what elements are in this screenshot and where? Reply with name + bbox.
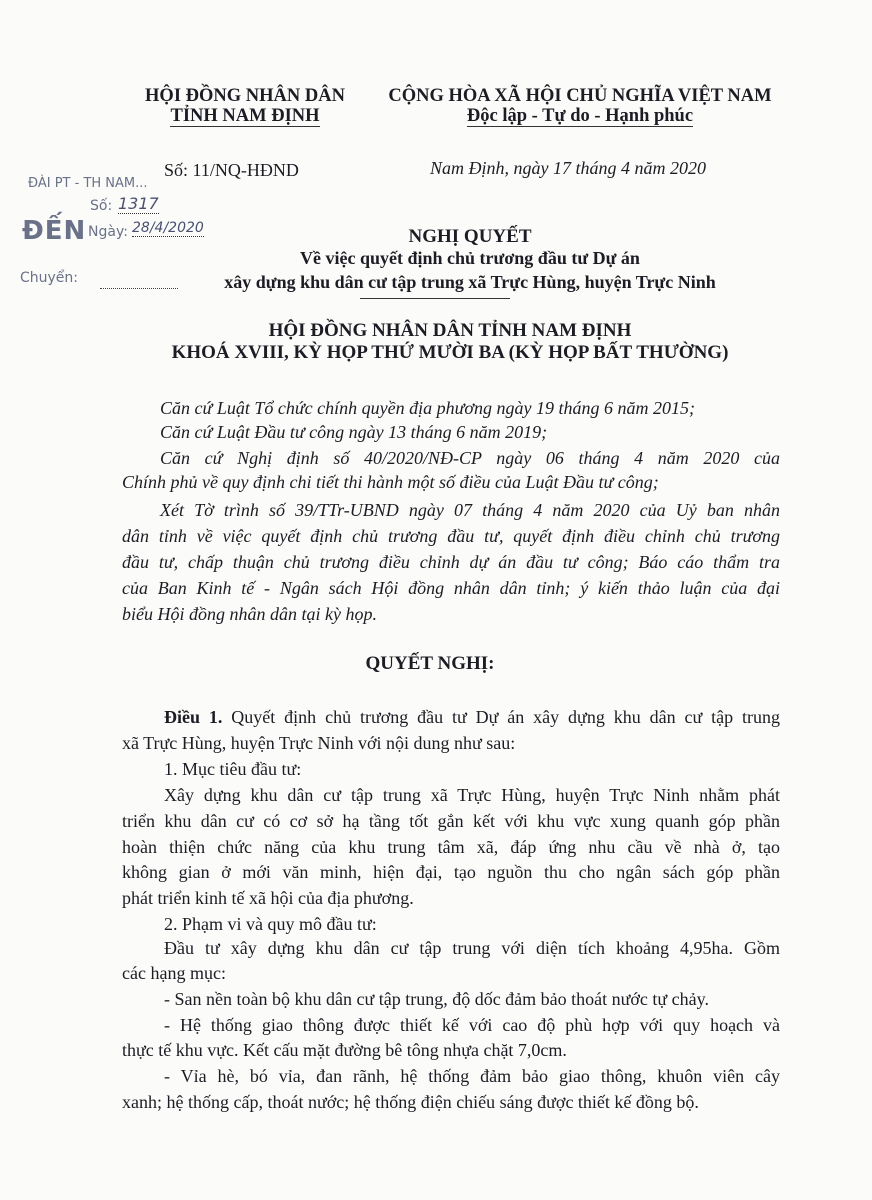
place-date: Nam Định, ngày 17 tháng 4 năm 2020 <box>430 158 706 178</box>
doc-subject-line2: xây dựng khu dân cư tập trung xã Trực Hùng, huyện Trực Ninh <box>224 272 716 292</box>
national-motto: Độc lập - Tự do - Hạnh phúc <box>466 106 694 126</box>
stamp-chuyen: Chuyển: <box>20 270 79 286</box>
stamp-den: ĐẾN <box>22 216 87 246</box>
preamble-line: Căn cứ Luật Đầu tư công ngày 13 tháng 6 năm 2019; <box>160 422 548 442</box>
article1-label: Điều 1. <box>164 707 223 727</box>
org-name-line1: HỘI ĐỒNG NHÂN DÂN <box>145 86 345 106</box>
article1-line: triển khu dân cư có cơ sở hạ tầng tốt gắn kết với khu vực xung quanh góp phần <box>122 811 780 831</box>
preamble-line: biểu Hội đồng nhân dân tại kỳ họp. <box>122 604 377 624</box>
preamble-line: của Ban Kinh tế - Ngân sách Hội đồng nhân dân tỉnh; ý kiến thảo luận của đại <box>122 578 780 598</box>
article1-line: xã Trực Hùng, huyện Trực Ninh với nội dung như sau: <box>122 733 516 753</box>
preamble-line: Xét Tờ trình số 39/TTr-UBND ngày 07 tháng 4 năm 2020 của Uỷ ban nhân <box>160 500 780 520</box>
stamp-ngay-value: 28/4/2020 <box>132 220 204 236</box>
preamble-line: Căn cứ Luật Tổ chức chính quyền địa phương ngày 19 tháng 6 năm 2015; <box>160 398 696 418</box>
article1-line: hoàn thiện chức năng của khu trung tâm xã, đáp ứng nhu cầu về nhà ở, tạo <box>122 837 780 857</box>
article1-line: - Hệ thống giao thông được thiết kế với cao độ phù hợp với quy hoạch và <box>164 1015 780 1035</box>
stamp-so-label: Số: <box>90 198 113 214</box>
preamble-line: dân tỉnh về việc quyết định chủ trương đầu tư, quyết định điều chỉnh chủ trương <box>122 526 780 546</box>
doc-number: Số: 11/NQ-HĐND <box>164 160 299 180</box>
stamp-so-value: 1317 <box>118 194 159 213</box>
council-name: HỘI ĐỒNG NHÂN DÂN TỈNH NAM ĐỊNH <box>268 320 632 341</box>
stamp-org: ĐÀI PT - TH NAM... <box>28 176 148 191</box>
article1-line: phát triển kinh tế xã hội của địa phương. <box>122 888 414 908</box>
article1-line: xanh; hệ thống cấp, thoát nước; hệ thống điện chiếu sáng được thiết kế đồng bộ. <box>122 1092 699 1112</box>
resolve-heading: QUYẾT NGHỊ: <box>365 653 495 674</box>
doc-title: NGHỊ QUYẾT <box>408 226 532 247</box>
preamble-line: đầu tư, chấp thuận chủ trương điều chỉnh dự án đầu tư công; Báo cáo thẩm tra <box>122 552 780 572</box>
national-title: CỘNG HÒA XÃ HỘI CHỦ NGHĨA VIỆT NAM <box>388 86 772 106</box>
council-session: KHOÁ XVIII, KỲ HỌP THỨ MƯỜI BA (KỲ HỌP BẤT THƯỜNG) <box>171 342 729 363</box>
article1-line: không gian ở mới văn minh, hiện đại, tạo nguồn thu cho ngân sách góp phần <box>122 862 780 882</box>
article1-line: 1. Mục tiêu đầu tư: <box>164 759 302 779</box>
article1-line: Xây dựng khu dân cư tập trung xã Trực Hùng, huyện Trực Ninh nhằm phát <box>164 785 780 805</box>
article1-line: - San nền toàn bộ khu dân cư tập trung, độ dốc đảm bảo thoát nước tự chảy. <box>164 989 709 1009</box>
stamp-ngay-label: Ngày: <box>88 224 128 240</box>
article1-first-line <box>164 707 780 728</box>
dotted-line <box>100 288 178 289</box>
article1-line: các hạng mục: <box>122 963 226 983</box>
title-rule <box>360 298 510 299</box>
doc-subject-line1: Về việc quyết định chủ trương đầu tư Dự án <box>300 248 640 268</box>
article1-line: thực tế khu vực. Kết cấu mặt đường bê tông nhựa chặt 7,0cm. <box>122 1040 567 1060</box>
preamble-line: Căn cứ Nghị định số 40/2020/NĐ-CP ngày 06 tháng 4 năm 2020 của <box>160 448 780 468</box>
article1-line: 2. Phạm vi và quy mô đầu tư: <box>164 914 377 934</box>
article1-line: - Vỉa hè, bó vỉa, đan rãnh, hệ thống đảm bảo giao thông, khuôn viên cây <box>164 1066 780 1086</box>
article1-line: Đầu tư xây dựng khu dân cư tập trung với diện tích khoảng 4,95ha. Gồm <box>164 938 780 958</box>
preamble-line: Chính phủ về quy định chi tiết thi hành một số điều của Luật Đầu tư công; <box>122 472 659 492</box>
article1-text: Quyết định chủ trương đầu tư Dự án xây dựng khu dân cư tập trung <box>222 707 780 727</box>
org-name-line2: TỈNH NAM ĐỊNH <box>170 106 320 126</box>
